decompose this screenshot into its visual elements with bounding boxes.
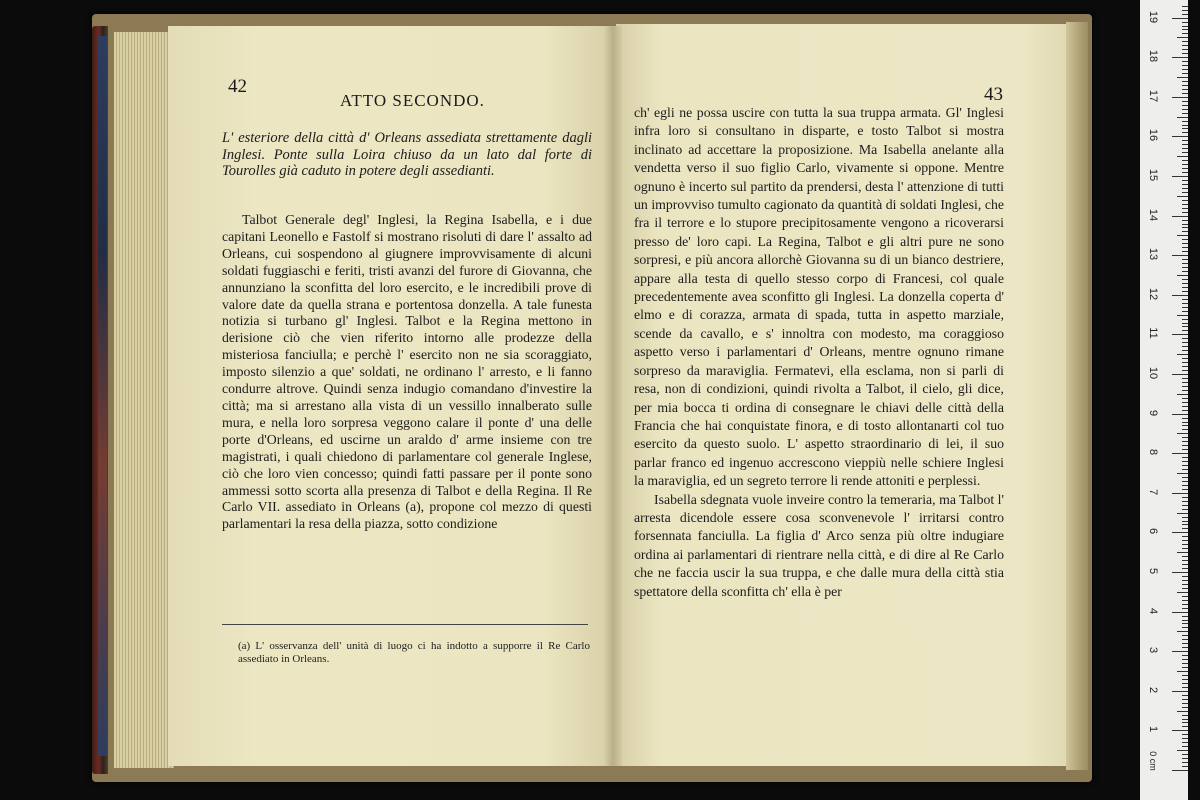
ruler-tick [1172, 97, 1188, 98]
ruler-number: 17 [1147, 89, 1159, 102]
ruler-tick [1177, 37, 1188, 38]
ruler-tick [1182, 85, 1188, 86]
ruler-number: 18 [1147, 50, 1159, 63]
ruler-tick [1182, 319, 1188, 320]
ruler-tick [1182, 128, 1188, 129]
ruler-tick [1182, 121, 1188, 122]
ruler-tick [1182, 623, 1188, 624]
ruler-tick [1177, 275, 1188, 276]
ruler-tick [1182, 719, 1188, 720]
ruler-tick [1182, 528, 1188, 529]
ruler-tick [1172, 493, 1188, 494]
ruler-tick [1172, 414, 1188, 415]
ruler-tick [1182, 540, 1188, 541]
ruler-tick [1182, 699, 1188, 700]
ruler-tick [1182, 659, 1188, 660]
ruler-tick [1182, 683, 1188, 684]
ruler-tick [1182, 148, 1188, 149]
ruler-tick [1182, 212, 1188, 213]
ruler-tick [1177, 394, 1188, 395]
ruler-number: 9 [1147, 409, 1159, 416]
ruler-tick [1182, 568, 1188, 569]
ruler-tick [1182, 271, 1188, 272]
ruler-tick [1182, 580, 1188, 581]
ruler-tick [1182, 536, 1188, 537]
ruler-tick [1182, 227, 1188, 228]
ruler-tick [1182, 505, 1188, 506]
ruler-tick [1172, 730, 1188, 731]
right-body-text [634, 104, 1004, 601]
ruler-tick [1182, 481, 1188, 482]
ruler-tick [1177, 513, 1188, 514]
ruler-number: 10 [1147, 366, 1159, 380]
ruler-tick [1182, 655, 1188, 656]
ruler-tick [1182, 425, 1188, 426]
ruler-tick [1182, 65, 1188, 66]
ruler-tick [1182, 101, 1188, 102]
ruler-tick [1177, 354, 1188, 355]
ruler-tick [1177, 631, 1188, 632]
ruler-tick [1182, 675, 1188, 676]
ruler-tick [1182, 635, 1188, 636]
ruler-tick [1182, 703, 1188, 704]
ruler-tick [1182, 449, 1188, 450]
ruler-tick [1182, 556, 1188, 557]
ruler-tick [1182, 10, 1188, 11]
ruler-tick [1172, 453, 1188, 454]
ruler-tick [1182, 73, 1188, 74]
ruler-tick [1182, 726, 1188, 727]
ruler-tick [1177, 552, 1188, 553]
book-gutter [604, 26, 622, 766]
ruler-tick [1172, 295, 1188, 296]
ruler-tick [1182, 200, 1188, 201]
footnote: (a) L' osservanza dell' unità di luogo ci ha indotto a supporre il Re Carlo assediato in Orleans. [238, 640, 590, 665]
ruler-tick [1182, 608, 1188, 609]
right-page-number: 43 [984, 84, 1003, 105]
ruler-tick [1182, 338, 1188, 339]
ruler-tick [1182, 105, 1188, 106]
ruler-tick [1182, 243, 1188, 244]
ruler-tick [1172, 176, 1188, 177]
ruler-tick [1182, 326, 1188, 327]
ruler-tick [1182, 370, 1188, 371]
ruler-tick [1182, 259, 1188, 260]
ruler-tick [1182, 69, 1188, 70]
ruler-tick [1182, 544, 1188, 545]
right-paragraph-2: Isabella sdegnata vuole inveire contro la temeraria, ma Talbot l' arresta dicendole essere cosa sconvenevole l' irritarsi contro forsennata fanciulla. La figlia d' Arco senza più oltre indugiare ordina ai parlamentari di rientrare nella città, e di dire al Re Carlo che ne faccia uscir la sua truppa, e che dalle mura della città stia spettatore della sconfitta ch' ella è per [634, 491, 1004, 599]
ruler-tick [1182, 378, 1188, 379]
ruler-tick [1182, 742, 1188, 743]
ruler-tick [1182, 560, 1188, 561]
ruler-tick [1182, 188, 1188, 189]
ruler-tick [1182, 437, 1188, 438]
ruler-tick [1182, 251, 1188, 252]
ruler-tick [1182, 267, 1188, 268]
ruler-number: 13 [1147, 248, 1159, 261]
ruler-tick [1182, 418, 1188, 419]
ruler-tick [1182, 402, 1188, 403]
ruler-tick [1182, 596, 1188, 597]
ruler-tick [1182, 132, 1188, 133]
ruler-tick [1177, 433, 1188, 434]
ruler-tick [1182, 576, 1188, 577]
ruler-tick [1182, 386, 1188, 387]
ruler-tick [1182, 358, 1188, 359]
ruler-tick [1182, 239, 1188, 240]
ruler-tick [1182, 497, 1188, 498]
ruler-tick [1172, 136, 1188, 137]
ruler-tick [1182, 330, 1188, 331]
ruler-tick [1182, 588, 1188, 589]
ruler-tick [1182, 722, 1188, 723]
ruler-tick [1182, 362, 1188, 363]
ruler-tick [1182, 152, 1188, 153]
ruler-tick [1177, 235, 1188, 236]
ruler-tick [1182, 429, 1188, 430]
ruler-tick [1177, 473, 1188, 474]
ruler-tick [1182, 600, 1188, 601]
ruler-tick [1182, 311, 1188, 312]
ruler-tick [1182, 33, 1188, 34]
ruler-tick [1182, 410, 1188, 411]
ruler-tick [1182, 477, 1188, 478]
ruler-tick [1172, 334, 1188, 335]
ruler-number: 14 [1147, 208, 1159, 221]
ruler-tick [1182, 489, 1188, 490]
ruler-number: 12 [1147, 287, 1159, 300]
ruler-tick [1182, 53, 1188, 54]
ruler-tick [1182, 49, 1188, 50]
ruler-tick [1182, 639, 1188, 640]
ruler-tick [1182, 382, 1188, 383]
ruler-tick [1182, 180, 1188, 181]
ruler-tick [1182, 113, 1188, 114]
ruler-tick [1182, 291, 1188, 292]
ruler-tick [1182, 283, 1188, 284]
ruler-tick [1182, 350, 1188, 351]
act-heading: ATTO SECONDO. [340, 91, 485, 110]
ruler-tick [1182, 457, 1188, 458]
right-cover-edge [1066, 22, 1088, 770]
ruler-tick [1177, 156, 1188, 157]
ruler-tick [1182, 144, 1188, 145]
ruler-tick [1172, 770, 1188, 771]
ruler-tick [1182, 445, 1188, 446]
ruler-number: 15 [1147, 168, 1159, 182]
ruler-tick [1182, 204, 1188, 205]
ruler-tick [1182, 22, 1188, 23]
ruler-tick [1182, 441, 1188, 442]
ruler-tick [1182, 501, 1188, 502]
ruler-number: 3 [1147, 647, 1159, 654]
ruler-tick [1182, 307, 1188, 308]
ruler-tick [1182, 299, 1188, 300]
ruler-tick [1182, 524, 1188, 525]
ruler-tick [1177, 750, 1188, 751]
ruler-tick [1182, 14, 1188, 15]
ruler-tick [1177, 711, 1188, 712]
ruler-tick [1182, 81, 1188, 82]
ruler-tick [1172, 612, 1188, 613]
ruler-tick [1177, 196, 1188, 197]
ruler-tick [1182, 620, 1188, 621]
ruler-tick [1182, 647, 1188, 648]
footnote-rule [222, 624, 588, 625]
ruler-number: 16 [1147, 129, 1159, 142]
ruler-tick [1182, 323, 1188, 324]
ruler-tick [1182, 715, 1188, 716]
ruler-tick [1182, 738, 1188, 739]
ruler-number: 5 [1147, 567, 1159, 575]
ruler-tick [1182, 192, 1188, 193]
ruler-tick [1182, 461, 1188, 462]
scene-description: L' esteriore della città d' Orleans assediata strettamente dagli Inglesi. Ponte sulla Loira chiuso da un lato dal forte di Tourolles già caduto in potere degli assedianti. [222, 130, 592, 179]
ruler-tick [1182, 125, 1188, 126]
ruler-tick [1182, 627, 1188, 628]
ruler-tick [1182, 746, 1188, 747]
ruler-number: 11 [1147, 327, 1159, 340]
ruler-tick [1172, 374, 1188, 375]
ruler-tick [1172, 216, 1188, 217]
ruler-tick [1182, 61, 1188, 62]
page-stack-edge [114, 32, 174, 768]
ruler-number: 19 [1147, 10, 1159, 23]
ruler-tick [1182, 342, 1188, 343]
ruler-tick [1182, 465, 1188, 466]
ruler-tick [1182, 93, 1188, 94]
ruler-tick [1172, 572, 1188, 573]
ruler-tick [1182, 224, 1188, 225]
ruler-tick [1182, 584, 1188, 585]
ruler-tick [1182, 695, 1188, 696]
left-page-number: 42 [228, 76, 247, 97]
ruler-tick [1182, 41, 1188, 42]
ruler-tick [1182, 89, 1188, 90]
ruler-tick [1182, 643, 1188, 644]
ruler-tick [1172, 255, 1188, 256]
ruler-tick [1182, 564, 1188, 565]
ruler-tick [1182, 754, 1188, 755]
ruler-tick [1182, 6, 1188, 7]
ruler-tick [1182, 517, 1188, 518]
ruler-tick [1182, 521, 1188, 522]
ruler-number: 2 [1147, 686, 1159, 693]
ruler-tick [1182, 366, 1188, 367]
ruler-tick [1182, 172, 1188, 173]
ruler-tick [1182, 390, 1188, 391]
right-paragraph-1: ch' egli ne possa uscire con tutta la sua truppa armata. Gl' Inglesi infra loro si consultano in disparte, e tosto Talbot si mostra inclinato ad accettare la proposizione. Ma Isabella anelante alla vendetta verso il suo figlio Carlo, vivamente si oppone. Mentre ognuno è incerto sul partito da prendersi, desta l' attenzione di tutti un improvviso tumulto cagionato da quantità di soldati Inglesi, che fra il terrore e lo stupore precipitosamente vengono a ricoverarsi presso de' loro capi. La Regina, Talbot e gli altri pure ne sono sorpresi, e più ancora allorchè Giovanna su di un bianco destriere, appare alla testa di quello stesso corpo di Francesi, col quale precedentemente avea sconfitto gli Inglesi. La donzella coperta d' elmo e di corazza, armata di spada, tutta in aspetto marziale, scende da cavallo, e s' innoltra con modesto, ma coraggioso aspetto verso i parlamentari d' Orleans, mentre ognuno rimane sorpreso da maraviglia. Fermatevi, ella esclama, non si parli di resa, non di condizioni, quindi rivolta a Talbot, il cielo, gli dice, per mia bocca ti ordina di consegnare le chiavi delle città della Francia che hai conquistate finora, e di tosto allontanarti col tuo esercito da questo suolo. L' aspetto straordinario di lei, il suo parlar franco ed ingenuo accrescono vieppiù nelle schiere Inglesi la maraviglia, ed un segreto terrore li rende attoniti e perplessi. [634, 105, 1004, 489]
ruler-tick [1177, 315, 1188, 316]
ruler-tick [1182, 734, 1188, 735]
ruler-tick [1172, 651, 1188, 652]
ruler-tick [1172, 532, 1188, 533]
ruler-tick [1177, 117, 1188, 118]
ruler-tick [1182, 667, 1188, 668]
ruler-tick [1182, 184, 1188, 185]
marbled-cover-edge [98, 36, 107, 756]
ruler-tick [1172, 18, 1188, 19]
ruler-tick [1182, 663, 1188, 664]
ruler-tick [1182, 303, 1188, 304]
ruler-tick [1177, 592, 1188, 593]
ruler-tick [1182, 231, 1188, 232]
ruler-tick [1182, 140, 1188, 141]
ruler-tick [1182, 26, 1188, 27]
ruler-tick [1182, 762, 1188, 763]
ruler-tick [1182, 398, 1188, 399]
left-body-text: Talbot Generale degl' Inglesi, la Regina Isabella, e i due capitani Leonello e Fastolf si mostrano risoluti di dare l' assalto ad Orleans, cui sospendono al giugnere improvvisamente di alcuni soldati fuggiaschi e feriti, tristi avanzi del furore di Giovanna, che annunziano la sconfitta del loro esercito, e le incredibili prove di valore date da quella strana e portentosa donzella. A tale funesta notizia si turbano gl' Inglesi. Talbot e la Regina mettono in derisione ciò che vien riferito intorno alle prodezze della misteriosa fanciulla; e perchè l' esercito non ne sia scoraggiato, imposto silenzio a que' soldati, ne ordinano l' arresto, e li fanno condurre altrove. Quindi senza indugio comandano d'investire la città; ma si arrestano alla vista di un vessillo innalberato sulle mura, e nella loro sorpresa veggono calare il ponte d' una delle porte d'Orleans, ed uscirne un araldo d' arme insieme con tre magistrati, i quali chiedono di parlamentare col generale Inglese, ciò che loro vien concesso; quindi fatti passare per il ponte sono ammessi sotto scorta alla presenza di Talbot e della Regina. Il Re Carlo VII. assediato in Orleans (a), propone col mezzo di questi parlamentari la resa della piazza, sotto condizione [222, 212, 592, 532]
measurement-ruler [1140, 0, 1188, 800]
ruler-tick [1182, 279, 1188, 280]
ruler-tick [1182, 406, 1188, 407]
ruler-tick [1177, 671, 1188, 672]
ruler-tick [1182, 422, 1188, 423]
ruler-tick [1172, 57, 1188, 58]
ruler-tick [1182, 509, 1188, 510]
ruler-tick [1182, 604, 1188, 605]
ruler-tick [1182, 766, 1188, 767]
ruler-tick [1182, 346, 1188, 347]
ruler-tick [1182, 247, 1188, 248]
ruler-tick [1182, 208, 1188, 209]
ruler-tick [1182, 168, 1188, 169]
ruler-tick [1182, 220, 1188, 221]
ruler-tick [1182, 758, 1188, 759]
ruler-tick [1182, 29, 1188, 30]
ruler-unit-label: 0 cm [1148, 751, 1158, 771]
ruler-tick [1182, 616, 1188, 617]
ruler-tick [1182, 687, 1188, 688]
ruler-tick [1182, 469, 1188, 470]
ruler-number: 4 [1147, 607, 1159, 614]
ruler-tick [1182, 485, 1188, 486]
ruler-number: 7 [1147, 488, 1159, 495]
ruler-tick [1182, 679, 1188, 680]
ruler-tick [1172, 691, 1188, 692]
ruler-tick [1182, 164, 1188, 165]
ruler-tick [1182, 707, 1188, 708]
ruler-tick [1182, 45, 1188, 46]
ruler-number: 8 [1147, 449, 1159, 456]
ruler-number: 1 [1147, 726, 1159, 733]
ruler-tick [1182, 548, 1188, 549]
ruler-tick [1177, 77, 1188, 78]
ruler-tick [1182, 287, 1188, 288]
ruler-tick [1182, 263, 1188, 264]
ruler-tick [1182, 160, 1188, 161]
ruler-number: 6 [1147, 528, 1159, 535]
ruler-tick [1182, 109, 1188, 110]
